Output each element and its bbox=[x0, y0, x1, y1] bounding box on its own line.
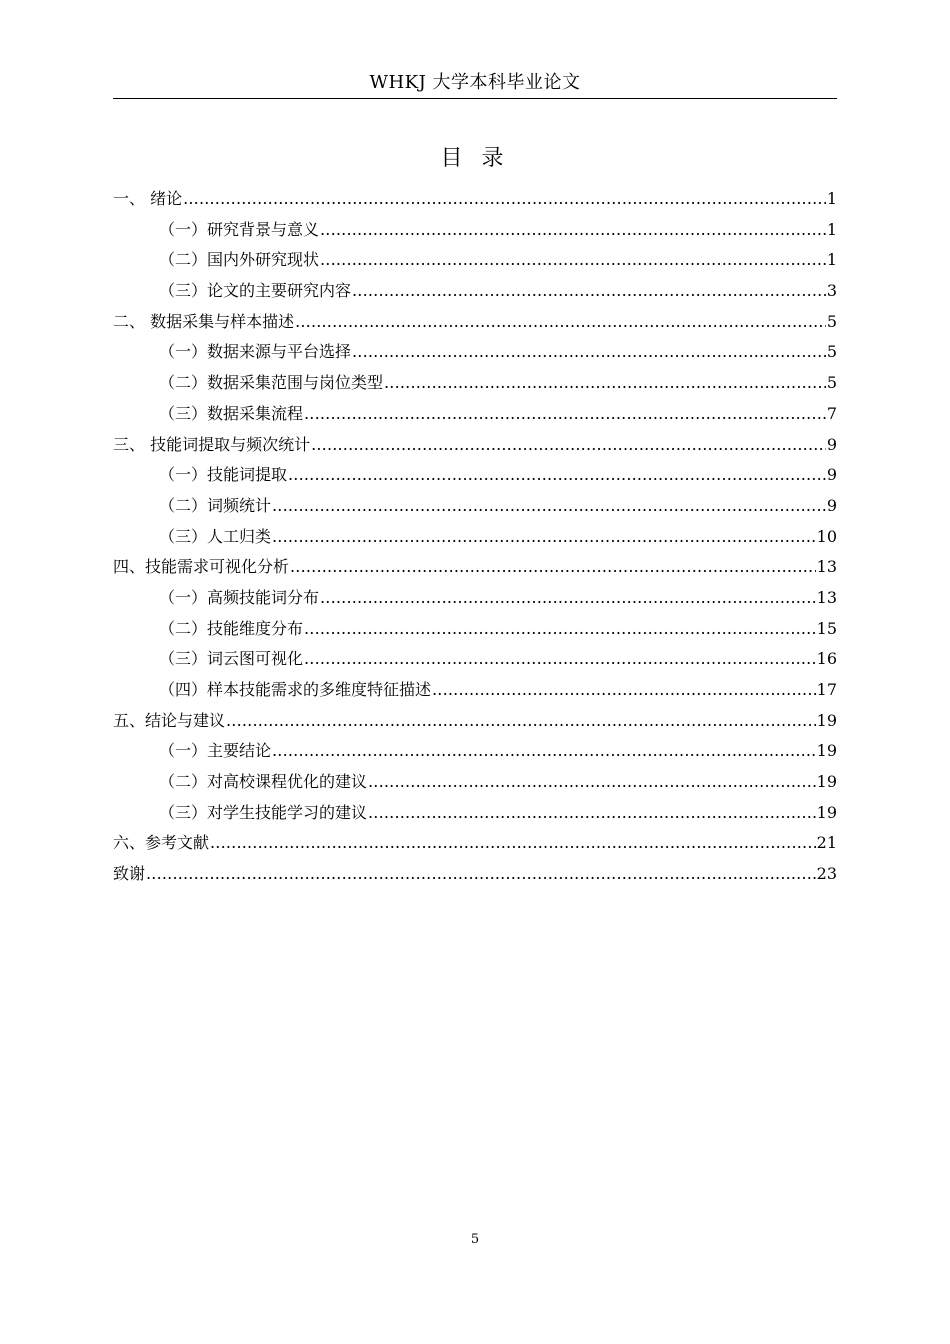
toc-entry-section[interactable] bbox=[113, 798, 837, 829]
toc-entry-page: 10 bbox=[816, 526, 837, 546]
toc-entry-page: 5 bbox=[826, 342, 837, 362]
toc-entry-section[interactable] bbox=[113, 337, 837, 368]
toc-entry-section[interactable] bbox=[113, 276, 837, 307]
toc-entry-label: （一）主要结论 bbox=[159, 741, 272, 761]
toc-entry-label: 二、 数据采集与样本描述 bbox=[113, 311, 295, 331]
toc-entry-label: （一）技能词提取 bbox=[159, 465, 288, 485]
toc-entry-label: （三）论文的主要研究内容 bbox=[159, 281, 352, 301]
toc-entry-section[interactable] bbox=[113, 368, 837, 399]
toc-dot-leader bbox=[304, 399, 826, 429]
toc-dot-leader bbox=[272, 522, 816, 552]
toc-entry-label: （一）数据来源与平台选择 bbox=[159, 342, 352, 362]
toc-dot-leader bbox=[432, 675, 816, 705]
toc-entry-section[interactable] bbox=[113, 245, 837, 276]
toc-dot-leader bbox=[352, 337, 826, 367]
toc-entry-page: 19 bbox=[816, 741, 837, 761]
toc-dot-leader bbox=[352, 276, 826, 306]
toc-entry-page: 3 bbox=[826, 281, 837, 301]
toc-dot-leader bbox=[272, 736, 816, 766]
toc-entry-label: 三、 技能词提取与频次统计 bbox=[113, 434, 311, 454]
toc-dot-leader bbox=[226, 706, 816, 736]
toc-entry-page: 1 bbox=[826, 219, 837, 239]
toc-entry-chapter[interactable] bbox=[113, 430, 837, 461]
toc-dot-leader bbox=[368, 798, 816, 828]
toc-entry-section[interactable] bbox=[113, 767, 837, 798]
toc-entry-page: 5 bbox=[826, 311, 837, 331]
toc-entry-label: （二）对高校课程优化的建议 bbox=[159, 772, 368, 792]
toc-dot-leader bbox=[210, 828, 816, 858]
toc-entry-page: 16 bbox=[816, 649, 837, 669]
toc-entry-label: （二）技能维度分布 bbox=[159, 618, 304, 638]
toc-entry-page: 9 bbox=[826, 495, 837, 515]
toc-entry-page: 1 bbox=[826, 250, 837, 270]
toc-entry-section[interactable] bbox=[113, 399, 837, 430]
toc-entry-chapter[interactable] bbox=[113, 552, 837, 583]
toc-entry-label: （二）数据采集范围与岗位类型 bbox=[159, 373, 384, 393]
toc-entry-label: 一、 绪论 bbox=[113, 189, 183, 208]
toc-entry-page: 9 bbox=[826, 434, 837, 454]
toc-entry-page: 15 bbox=[816, 618, 837, 638]
toc-entry-label: 六、参考文献 bbox=[113, 833, 210, 853]
toc-entry-section[interactable] bbox=[113, 583, 837, 614]
toc-dot-leader bbox=[288, 460, 826, 490]
toc-dot-leader bbox=[368, 767, 816, 797]
toc-dot-leader bbox=[304, 644, 816, 674]
toc-entry-label: （三）词云图可视化 bbox=[159, 649, 304, 669]
toc-entry-label: （二）国内外研究现状 bbox=[159, 250, 320, 270]
toc-entry-page: 23 bbox=[816, 864, 837, 884]
toc-entry-section[interactable] bbox=[113, 460, 837, 491]
toc-entry-label: （二）词频统计 bbox=[159, 495, 272, 515]
toc-entry-page: 9 bbox=[826, 465, 837, 485]
toc-dot-leader bbox=[146, 859, 816, 889]
toc-entry-label: 五、结论与建议 bbox=[113, 710, 226, 730]
toc-entry-page: 13 bbox=[816, 557, 837, 577]
toc-entry-page: 1 bbox=[826, 189, 837, 208]
toc-entry-page: 19 bbox=[816, 802, 837, 822]
toc-entry-chapter[interactable] bbox=[113, 307, 837, 338]
toc-entry-label: （三）数据采集流程 bbox=[159, 403, 304, 423]
toc-dot-leader bbox=[272, 491, 826, 521]
toc-dot-leader bbox=[320, 245, 826, 275]
toc-entry-chapter[interactable] bbox=[113, 184, 837, 215]
toc-entry-section[interactable] bbox=[113, 644, 837, 675]
toc-dot-leader bbox=[295, 307, 826, 337]
toc-entry-label: 四、技能需求可视化分析 bbox=[113, 557, 290, 577]
toc-entry-section[interactable] bbox=[113, 736, 837, 767]
toc-entry-page: 19 bbox=[816, 710, 837, 730]
toc-entry-section[interactable] bbox=[113, 522, 837, 553]
toc-entry-label: （一）高频技能词分布 bbox=[159, 587, 320, 607]
toc-entry-section[interactable] bbox=[113, 614, 837, 645]
toc-entry-page: 19 bbox=[816, 772, 837, 792]
toc-entry-section[interactable] bbox=[113, 215, 837, 246]
toc-dot-leader bbox=[183, 184, 826, 214]
toc-dot-leader bbox=[384, 368, 826, 398]
page-header bbox=[113, 70, 837, 99]
toc-entry-page: 7 bbox=[826, 403, 837, 423]
toc-entry-page: 13 bbox=[816, 587, 837, 607]
toc-entry-page: 17 bbox=[816, 680, 837, 699]
toc-entry-label: （一）研究背景与意义 bbox=[159, 219, 320, 239]
toc-entry-page: 5 bbox=[826, 373, 837, 393]
toc-entry-section[interactable] bbox=[113, 675, 837, 706]
toc-dot-leader bbox=[304, 614, 816, 644]
toc-entry-label: 致谢 bbox=[113, 864, 146, 884]
toc-title: 目 录 bbox=[440, 146, 510, 171]
toc-entry-label: （三）对学生技能学习的建议 bbox=[159, 802, 368, 822]
toc-entry-page: 21 bbox=[816, 833, 837, 853]
toc-dot-leader bbox=[320, 215, 826, 245]
page-number: 5 bbox=[470, 1232, 480, 1247]
toc-entry-chapter[interactable] bbox=[113, 706, 837, 737]
toc-entry-chapter[interactable] bbox=[113, 859, 837, 890]
toc-entry-label: （三）人工归类 bbox=[159, 526, 272, 546]
toc-dot-leader bbox=[290, 552, 816, 582]
header-title: WHKJ 大学本科毕业论文 bbox=[369, 72, 581, 93]
toc-entry-label: （四）样本技能需求的多维度特征描述 bbox=[159, 680, 432, 699]
table-of-contents bbox=[113, 184, 837, 890]
toc-dot-leader bbox=[311, 430, 826, 460]
toc-entry-chapter[interactable] bbox=[113, 828, 837, 859]
toc-entry-section[interactable] bbox=[113, 491, 837, 522]
toc-dot-leader bbox=[320, 583, 816, 613]
